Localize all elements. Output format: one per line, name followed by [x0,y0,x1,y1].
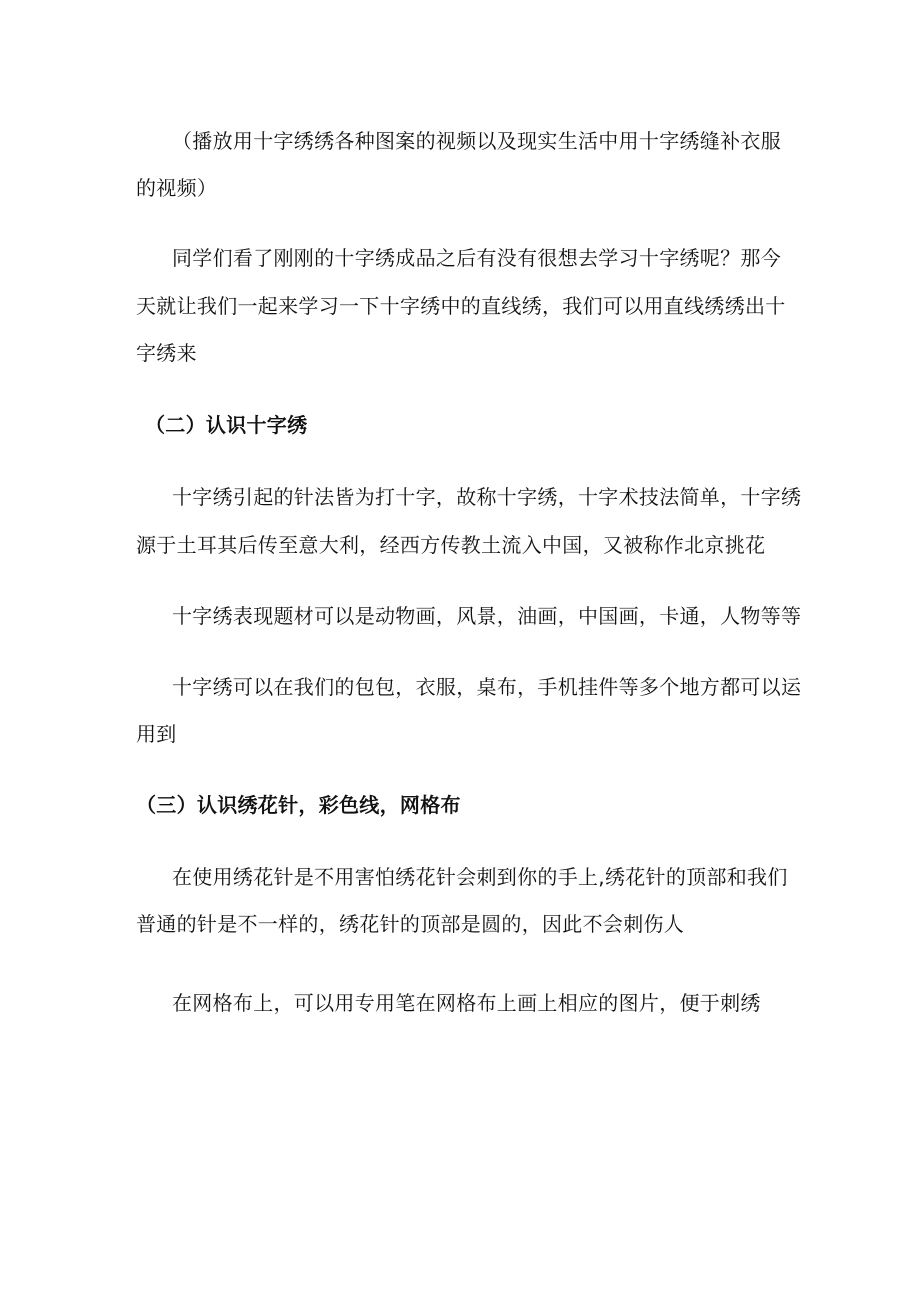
paragraph-video-note-line-1: （播放用十字绣绣各种图案的视频以及现实生活中用十字绣缝补衣服 [172,129,781,153]
paragraph-intro-line-3: 字绣来 [136,341,197,365]
paragraph-intro-line-2: 天就让我们一起来学习一下十字绣中的直线绣，我们可以用直线绣绣出十 [136,294,786,318]
paragraph-uses-line-1: 十字绣可以在我们的包包，衣服，桌布，手机挂件等多个地方都可以运 [172,675,802,699]
section-heading-tools: （三）认识绣花针，彩色线，网格布 [136,793,461,817]
paragraph-origin-line-2: 源于土耳其后传至意大利，经西方传教土流入中国，又被称作北京挑花 [136,533,766,557]
paragraph-needle-line-1: 在使用绣花针是不用害怕绣花针会刺到你的手上,绣花针的顶部和我们 [172,865,788,889]
section-heading-know-cross-stitch: （二）认识十字绣 [145,413,308,437]
paragraph-origin-line-1: 十字绣引起的针法皆为打十字，故称十字绣，十字术技法简单，十字绣 [172,485,802,509]
paragraph-uses-line-2: 用到 [136,722,177,746]
paragraph-intro-line-1: 同学们看了刚刚的十字绣成品之后有没有很想去学习十字绣呢？那今 [172,246,781,270]
paragraph-needle-line-2: 普通的针是不一样的，绣花针的顶部是圆的，因此不会刺伤人 [136,912,685,936]
paragraph-grid-cloth-line-1: 在网格布上，可以用专用笔在网格布上画上相应的图片，便于刺绣 [172,991,761,1015]
paragraph-themes-line-1: 十字绣表现题材可以是动物画，风景，油画，中国画，卡通，人物等等 [172,604,802,628]
paragraph-video-note-line-2: 的视频） [136,176,218,200]
